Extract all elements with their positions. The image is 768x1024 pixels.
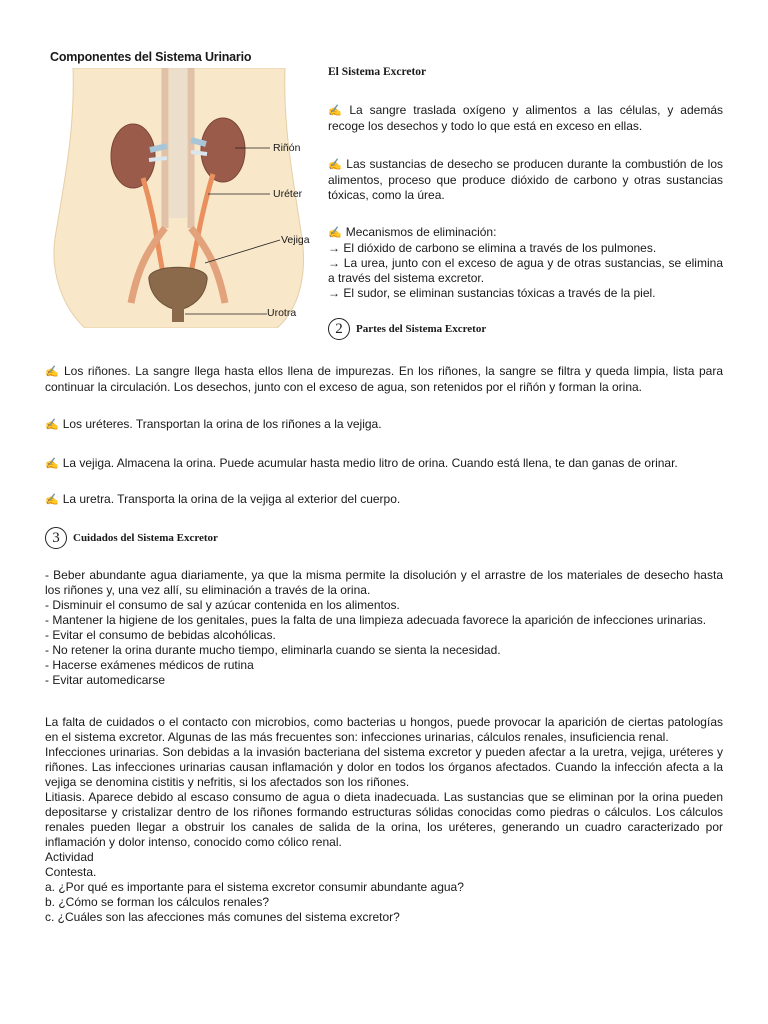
list-item: - No retener la orina durante mucho tiempo, eliminarla cuando se sienta la necesidad. bbox=[45, 643, 501, 657]
right-kidney bbox=[201, 118, 245, 182]
activity-label: Actividad bbox=[45, 850, 94, 864]
list-item: - Beber abundante agua diariamente, ya que la misma permite la disolución y el arrastre de los materiales de desecho hasta los riñones y, una vez allí, su eliminación a través de la orina. bbox=[45, 568, 723, 597]
elimination-mechanisms: ✍ Mecanismos de eliminación: → El dióxido de carbono se elimina a través de los pulmones. → La urea, junto con el exceso de agua y de otras sustancias, se elimina a través del sistema excretor. → El sudor, se eliminan sustancias tóxicas a través de la piel. bbox=[328, 225, 723, 300]
label-kidney: Riñón bbox=[273, 142, 301, 154]
care-list bbox=[45, 568, 723, 688]
list-item: ✍ La vejiga. Almacena la orina. Puede acumular hasta medio litro de orina. Cuando está llena, te dan ganas de orinar. bbox=[45, 456, 678, 470]
label-ureter: Uréter bbox=[273, 188, 303, 200]
list-item: - Hacerse exámenes médicos de rutina bbox=[45, 658, 254, 672]
paragraph: Litiasis. Aparece debido al escaso consumo de agua o dieta inadecuada. Las sustancias que se eliminan por la orina pueden depositarse y cristalizar dentro de los riñones formando estructuras sólidas conocidas como piedras o cálculos. Los cálculos renales pueden llegar a obstruir los canales de salida de la orina, los uréteres, generando un cuadro caracterizado por inflamación y dolor intenso, conocido como cólico renal. bbox=[45, 790, 723, 849]
list-item: → El dióxido de carbono se elimina a través de los pulmones. bbox=[328, 241, 657, 255]
label-urethra: Urotra bbox=[267, 307, 297, 319]
list-item: → El sudor, se eliminan sustancias tóxicas a través de la piel. bbox=[328, 286, 656, 300]
hand-icon: ✍ bbox=[328, 159, 343, 171]
urethra bbox=[172, 308, 184, 322]
section3-title: Cuidados del Sistema Excretor bbox=[73, 532, 218, 544]
answer-label: Contesta. bbox=[45, 865, 97, 879]
section-number: 2 bbox=[328, 318, 350, 340]
hand-icon: ✍ bbox=[45, 494, 59, 506]
question: a. ¿Por qué es importante para el sistema excretor consumir abundante agua? bbox=[45, 880, 464, 894]
list-item: - Evitar el consumo de bebidas alcohólicas. bbox=[45, 628, 276, 642]
question: b. ¿Cómo se forman los cálculos renales? bbox=[45, 895, 270, 909]
hand-icon: ✍ bbox=[45, 366, 60, 378]
left-kidney bbox=[111, 124, 155, 188]
list-item: - Mantener la higiene de los genitales, pues la falta de una limpieza adecuada favorece la aparición de infecciones urinarias. bbox=[45, 613, 707, 627]
paragraph: Infecciones urinarias. Son debidas a la invasión bacteriana del sistema excretor y pueden afectar a la uretra, vejiga, uréteres y riñones. Las infecciones urinarias causan inflamación y dolor en todos los órganos afectados. Cuando la infección afecta a la vejiga se denomina cistitis y nefritis, si los afectados son los riñones. bbox=[45, 745, 723, 789]
hand-icon: ✍ bbox=[45, 458, 59, 470]
list-item: ✍ Los riñones. La sangre llega hasta ellos llena de impurezas. En los riñones, la sangre se filtra y queda limpia, lista para continuar la circulación. Los desechos, junto con el exceso de agua, son retenidos por el riñón y forman la orina. bbox=[45, 364, 723, 394]
section1-paragraph: ✍ Las sustancias de desecho se producen durante la combustión de los alimentos, proceso que produce dióxido de carbono y otras sustancias tóxicas, como la úrea. bbox=[328, 157, 723, 202]
list-item: ✍ La uretra. Transporta la orina de la vejiga al exterior del cuerpo. bbox=[45, 492, 401, 506]
list-item: ✍ Los uréteres. Transportan la orina de los riñones a la vejiga. bbox=[45, 417, 382, 431]
hand-icon: ✍ bbox=[328, 105, 346, 117]
paragraph: La falta de cuidados o el contacto con microbios, como bacterias u hongos, puede provocar la aparición de ciertas patologías en el sistema excretor. Algunas de las más frecuentes son: infecciones urinarias, cálculos renales, insuficiencia renal. bbox=[45, 715, 723, 744]
list-item: - Evitar automedicarse bbox=[45, 673, 166, 687]
list-item: → La urea, junto con el exceso de agua y de otras sustancias, se elimina a través del sistema excretor. bbox=[328, 256, 723, 285]
section1-title: El Sistema Excretor bbox=[328, 66, 427, 78]
section2-title: Partes del Sistema Excretor bbox=[356, 323, 487, 335]
section-number: 3 bbox=[45, 527, 67, 549]
section2-heading bbox=[328, 318, 486, 340]
figure-title: Componentes del Sistema Urinario bbox=[50, 50, 252, 64]
diseases-text bbox=[45, 715, 723, 925]
section1-paragraph: ✍ La sangre traslada oxígeno y alimentos a las células, y además recoge los desechos y todo lo que está en exceso en ellas. bbox=[328, 103, 723, 133]
hand-icon: ✍ bbox=[328, 227, 342, 239]
label-bladder: Vejiga bbox=[281, 234, 310, 246]
hand-icon: ✍ bbox=[45, 419, 59, 431]
section3-heading bbox=[45, 527, 218, 549]
list-item: - Disminuir el consumo de sal y azúcar contenida en los alimentos. bbox=[45, 598, 400, 612]
question: c. ¿Cuáles son las afecciones más comunes del sistema excretor? bbox=[45, 910, 400, 924]
